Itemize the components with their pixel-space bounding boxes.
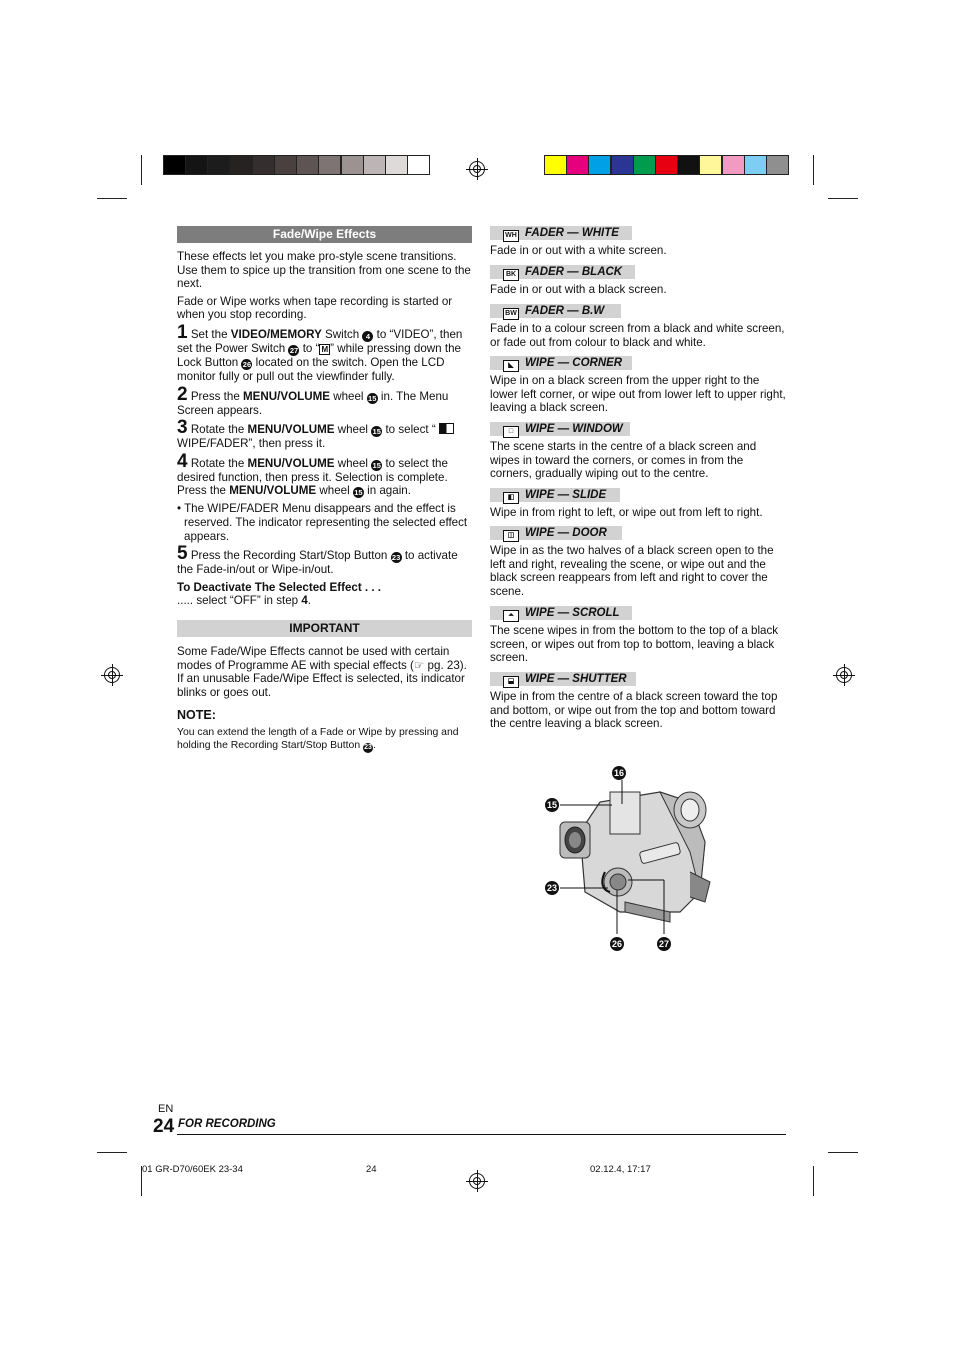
effect-description: Fade in to a colour screen from a black and white screen, or fade out from colour to black and white.	[490, 322, 785, 349]
step-3: 3 Rotate the MENU/VOLUME wheel 15 to select “ WIPE/FADER”, then press it.	[177, 421, 472, 451]
step-2: 2 Press the MENU/VOLUME wheel 15 in. The Menu Screen appears.	[177, 383, 449, 417]
ref-marker-icon: 15	[368, 393, 377, 403]
callout-26: 26	[611, 939, 622, 949]
registration-mark-icon	[469, 161, 485, 177]
effect-title: WIPE — SCROLL	[525, 607, 620, 619]
effect-heading	[490, 356, 632, 370]
callout-23: 23	[546, 883, 557, 893]
effect-description: The scene starts in the centre of a black screen and wipes in toward the corners, or comes in from the corners, gradually wiping out to the centre.	[490, 440, 757, 481]
color-swatch	[699, 155, 722, 175]
footer-rule	[177, 1134, 786, 1135]
gray-swatch	[185, 155, 208, 175]
callout-27: 27	[658, 939, 669, 949]
effect-title: FADER — BLACK	[525, 266, 623, 278]
effect-icon: BW	[503, 308, 519, 320]
callout-16: 16	[613, 768, 624, 778]
deactivate-title: To Deactivate The Selected Effect . . .	[177, 580, 382, 594]
ref-marker-icon: 23	[364, 744, 372, 752]
print-file: 01 GR-D70/60EK 23-34	[142, 1164, 243, 1175]
gray-swatch	[207, 155, 230, 175]
gray-swatch	[163, 155, 186, 175]
page-number: 24	[153, 1116, 175, 1137]
color-swatch	[722, 155, 745, 175]
gray-swatch	[252, 155, 275, 175]
print-page: 24	[366, 1164, 377, 1175]
note-text: You can extend the length of a Fade or Wipe by pressing and holding the Recording Start/Stop Button 23.	[177, 727, 459, 752]
bullet-note: • The WIPE/FADER Menu disappears and the effect is reserved. The indicator representing the selected effect appears.	[177, 502, 468, 543]
ref-marker-icon: 15	[372, 427, 381, 437]
print-date: 02.12.4, 17:17	[590, 1164, 651, 1175]
callout-15: 15	[546, 800, 557, 810]
crop-mark	[141, 155, 142, 185]
color-swatch	[677, 155, 700, 175]
effect-description: The scene wipes in from the bottom to the top of a black screen, or wipes out from top to bottom, leaving a black screen.	[490, 624, 779, 665]
effect-title: WIPE — CORNER	[525, 357, 623, 369]
effect-title: WIPE — DOOR	[525, 527, 607, 539]
effect-description: Fade in or out with a black screen.	[490, 283, 667, 296]
effect-heading	[490, 304, 621, 318]
deactivate-text: ..... select “OFF” in step 4.	[177, 594, 312, 608]
gray-swatch	[341, 155, 364, 175]
effect-title: FADER — B.W	[525, 305, 605, 317]
gray-swatch	[407, 155, 430, 175]
effect-icon: ◣	[503, 360, 519, 372]
important-title: IMPORTANT	[289, 621, 360, 635]
important-text: Some Fade/Wipe Effects cannot be used with certain modes of Programme AE with special effects (☞ pg. 23). If an unusable Fade/Wipe Effect is selected, its indicator blinks or goes out.	[177, 645, 467, 699]
crop-mark	[813, 155, 814, 185]
left-column	[177, 250, 472, 608]
registration-mark-icon	[469, 1173, 485, 1189]
effect-heading	[490, 226, 632, 240]
crop-mark	[828, 1152, 858, 1153]
effect-icon: ◫	[503, 530, 519, 542]
registration-mark-icon	[836, 667, 852, 683]
step-number: 1	[177, 321, 188, 343]
effect-icon: ◧	[503, 492, 519, 504]
effect-icon: □	[503, 426, 519, 438]
step-1: 1 Set the VIDEO/MEMORY Switch 4 to “VIDEO”, then set the Power Switch 27 to “ M ” while pressing down the Lock Button 26 located on the switch. Open the LCD monitor fully or pull out the viewfinder fully.	[177, 321, 463, 383]
section-title-bar	[177, 226, 472, 243]
effect-description: Wipe in from the centre of a black screen toward the top and bottom, or wipe out from the top and bottom toward the centre leaving a black screen.	[490, 690, 778, 731]
footer-section: FOR RECORDING	[178, 1118, 276, 1130]
effect-icon: ⏶	[503, 610, 519, 622]
crop-mark	[828, 198, 858, 199]
effect-title: WIPE — WINDOW	[525, 423, 623, 435]
crop-mark	[813, 1166, 814, 1196]
language-label: EN	[158, 1103, 174, 1115]
effect-icon: ⬓	[503, 676, 519, 688]
color-swatch	[766, 155, 789, 175]
effect-title: WIPE — SLIDE	[525, 489, 607, 501]
effect-title: FADER — WHITE	[525, 227, 619, 239]
camcorder-illustration	[540, 762, 720, 962]
effect-heading	[490, 265, 635, 279]
effect-title: WIPE — SHUTTER	[525, 673, 627, 685]
crop-mark	[97, 198, 127, 199]
ref-marker-icon: 4	[362, 331, 373, 342]
step-4: 4 Rotate the MENU/VOLUME wheel 15 to select the desired function, then press it. Selection is complete. Press the MENU/VOLUME wheel 15 in again.	[177, 450, 448, 498]
gray-swatch	[318, 155, 341, 175]
color-swatch	[611, 155, 634, 175]
color-swatch	[588, 155, 611, 175]
important-bar	[177, 620, 472, 637]
ref-marker-icon: 15	[354, 488, 363, 498]
m-mode-icon: M	[321, 344, 329, 354]
color-swatch	[544, 155, 567, 175]
crop-mark	[97, 1152, 127, 1153]
gray-swatch	[385, 155, 408, 175]
gray-swatch	[274, 155, 297, 175]
gray-swatch	[363, 155, 386, 175]
color-swatch	[633, 155, 656, 175]
ref-marker-icon: 27	[289, 345, 299, 355]
section-title: Fade/Wipe Effects	[272, 227, 377, 241]
color-swatch	[655, 155, 678, 175]
ref-marker-icon: 15	[372, 460, 381, 470]
intro-paragraph: Fade or Wipe works when tape recording is started or when you stop recording.	[177, 294, 453, 322]
effect-icon: WH	[503, 230, 519, 242]
color-swatch	[566, 155, 589, 175]
effect-heading	[490, 526, 622, 540]
registration-mark-icon	[104, 667, 120, 683]
step-5: 5 Press the Recording Start/Stop Button 23 to activate the Fade-in/out or Wipe-in/out.	[177, 543, 458, 577]
effect-heading	[490, 422, 630, 436]
color-swatch	[744, 155, 767, 175]
effect-description: Wipe in on a black screen from the upper right to the lower left corner, or wipe out from lower left to upper right, leaving a black screen.	[490, 374, 786, 415]
gray-swatch	[230, 155, 253, 175]
effect-icon: BK	[503, 269, 519, 281]
effect-description: Wipe in as the two halves of a black screen open to the left and right, revealing the scene, or wipe out and the black screen reappears from left and right to cover the scene.	[490, 544, 774, 598]
gray-swatch	[296, 155, 319, 175]
wipe-fader-menu-icon	[439, 423, 454, 434]
ref-marker-icon: 23	[391, 553, 401, 563]
ref-marker-icon: 26	[242, 359, 252, 369]
effect-heading	[490, 488, 620, 502]
effect-description: Fade in or out with a white screen.	[490, 244, 667, 257]
intro-paragraph: These effects let you make pro-style scene transitions. Use them to spice up the transition from one scene to the next.	[177, 250, 471, 291]
effect-description: Wipe in from right to left, or wipe out from left to right.	[490, 506, 763, 519]
pointer-icon: ☞	[413, 658, 425, 672]
effect-heading	[490, 606, 632, 620]
effect-heading	[490, 672, 636, 686]
note-title: NOTE:	[177, 708, 216, 722]
